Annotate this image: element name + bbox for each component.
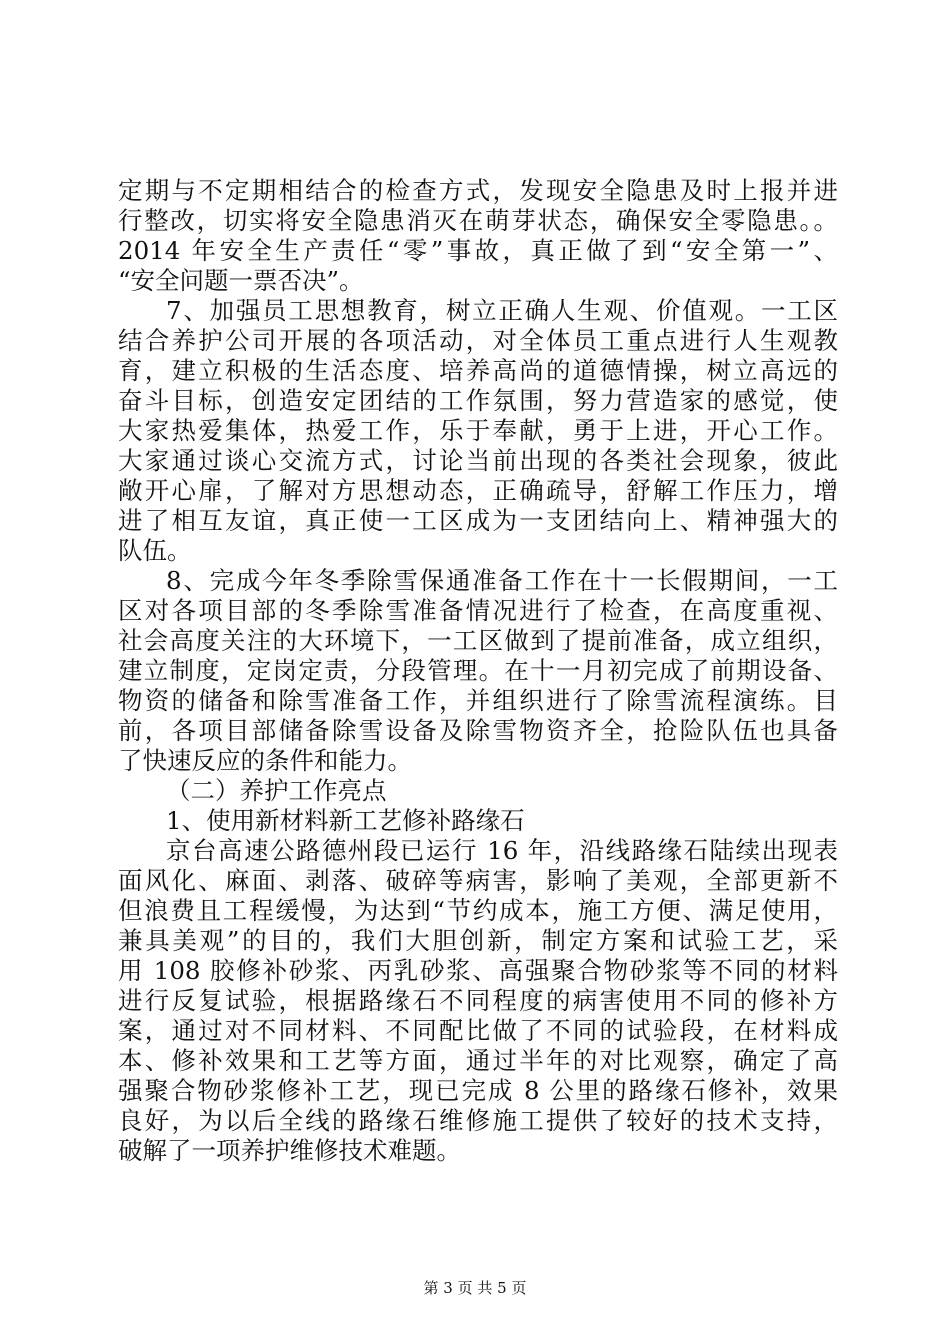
text-line: 行整改，切实将安全隐患消灭在萌芽状态，确保安全零隐患。。 [118, 206, 838, 235]
text-line: 进了相互友谊，真正使一工区成为一支团结向上、精神强大的 [118, 506, 838, 535]
text-line: 奋斗目标，创造安定团结的工作氛围，努力营造家的感觉，使 [118, 386, 838, 415]
text-line: 了快速反应的条件和能力。 [118, 746, 412, 775]
paragraph-8-first-line: 8、完成今年冬季除雪保通准备工作在十一长假期间，一工 [166, 566, 838, 595]
text-line: 前，各项目部储备除雪设备及除雪物资齐全，抢险队伍也具备 [118, 716, 838, 745]
text-line: 队伍。 [118, 536, 192, 565]
text-line: 结合养护公司开展的各项活动，对全体员工重点进行人生观教 [118, 326, 838, 355]
section-heading: （二）养护工作亮点 [166, 776, 387, 805]
text-line: 进行反复试验，根据路缘石不同程度的病害使用不同的修补方 [118, 986, 838, 1015]
text-line: 兼具美观”的目的，我们大胆创新，制定方案和试验工艺，采 [118, 926, 838, 955]
text-line: 本、修补效果和工艺等方面，通过半年的对比观察，确定了高 [118, 1046, 838, 1075]
subsection-heading: 1、使用新材料新工艺修补路缘石 [166, 806, 525, 835]
text-line: 定期与不定期相结合的检查方式，发现安全隐患及时上报并进 [118, 176, 838, 205]
text-line: 敞开心扉，了解对方思想动态，正确疏导，舒解工作压力，增 [118, 476, 838, 505]
text-line: 强聚合物砂浆修补工艺，现已完成 8 公里的路缘石修补，效果 [118, 1076, 838, 1105]
text-line: 2014 年安全生产责任“零”事故，真正做了到“安全第一”、 [118, 236, 838, 265]
text-line: 育，建立积极的生活态度、培养高尚的道德情操，树立高远的 [118, 356, 838, 385]
text-line: 社会高度关注的大环境下，一工区做到了提前准备，成立组织， [118, 626, 838, 655]
paragraph-7-first-line: 7、加强员工思想教育，树立正确人生观、价值观。一工区 [166, 296, 838, 325]
text-line: 建立制度，定岗定责，分段管理。在十一月初完成了前期设备、 [118, 656, 838, 685]
text-line: “安全问题一票否决”。 [118, 266, 364, 295]
paragraph-first-line: 京台高速公路德州段已运行 16 年，沿线路缘石陆续出现表 [166, 836, 838, 865]
page-number-footer: 第 3 页 共 5 页 [423, 1279, 527, 1297]
text-line: 良好，为以后全线的路缘石维修施工提供了较好的技术支持， [118, 1106, 838, 1135]
text-line: 但浪费且工程缓慢，为达到“节约成本，施工方便、满足使用， [118, 896, 838, 925]
text-line: 大家热爱集体，热爱工作，乐于奉献，勇于上进，开心工作。 [118, 416, 838, 445]
text-line: 物资的储备和除雪准备工作，并组织进行了除雪流程演练。目 [118, 686, 838, 715]
text-line: 大家通过谈心交流方式，讨论当前出现的各类社会现象，彼此 [118, 446, 838, 475]
text-line: 案，通过对不同材料、不同配比做了不同的试验段，在材料成 [118, 1016, 838, 1045]
text-line: 区对各项目部的冬季除雪准备情况进行了检查，在高度重视、 [118, 596, 838, 625]
text-line: 破解了一项养护维修技术难题。 [118, 1136, 461, 1165]
text-line: 用 108 胶修补砂浆、丙乳砂浆、高强聚合物砂浆等不同的材料 [118, 956, 838, 985]
text-line: 面风化、麻面、剥落、破碎等病害，影响了美观，全部更新不 [118, 866, 838, 895]
